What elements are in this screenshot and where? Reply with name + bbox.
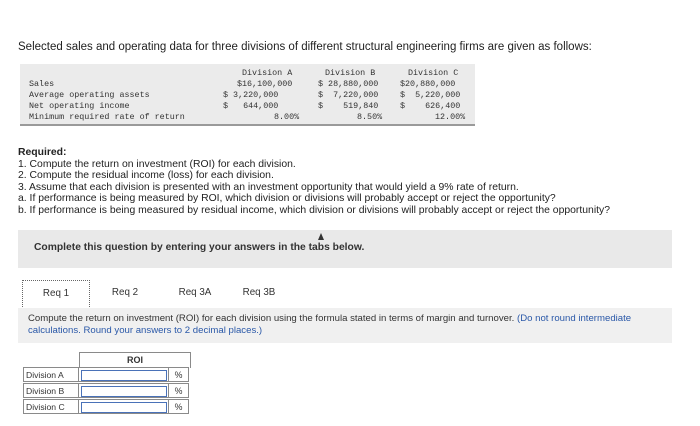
roi-row-label: Division C xyxy=(23,399,79,414)
required-item: 3. Assume that each division is presented with an investment opportunity that would yield a 9% rate of return. xyxy=(18,181,519,193)
row-label-sales: Sales xyxy=(29,79,55,89)
roi-division-a-input[interactable] xyxy=(79,367,169,382)
tab-req-2[interactable]: Req 2 xyxy=(92,280,158,306)
mouse-cursor-icon xyxy=(318,233,324,240)
row-label-min-return: Minimum required rate of return xyxy=(29,112,185,122)
required-item: b. If performance is being measured by residual income, which division or divisions will probably accept or reject the opportunity? xyxy=(18,204,610,216)
required-title: Required: xyxy=(18,147,67,158)
noi-a: $ 644,000 xyxy=(223,101,279,111)
complete-question-banner xyxy=(18,230,672,268)
percent-unit: % xyxy=(169,383,189,398)
input-field-border xyxy=(81,370,167,381)
row-label-noi: Net operating income xyxy=(29,101,130,111)
tab-req-3b[interactable]: Req 3B xyxy=(226,280,292,306)
assets-c: $ 5,220,000 xyxy=(400,90,461,100)
required-section xyxy=(18,147,610,216)
min-return-a: 8.00% xyxy=(274,112,300,122)
instruction-main: Compute the return on investment (ROI) for each division using the formula stated in terms of margin and turnover. xyxy=(28,313,515,324)
row-label-assets: Average operating assets xyxy=(29,90,150,100)
assets-a: $ 3,220,000 xyxy=(223,90,279,100)
required-item: 1. Compute the return on investment (ROI) for each division. xyxy=(18,158,296,170)
min-return-b: 8.50% xyxy=(357,112,383,122)
min-return-c: 12.00% xyxy=(435,112,466,122)
header-division-b: Division B xyxy=(325,68,376,78)
sales-a: $16,100,000 xyxy=(237,79,293,89)
roi-row-label: Division B xyxy=(23,383,79,398)
input-field-border xyxy=(81,386,167,397)
percent-unit: % xyxy=(169,367,189,382)
sales-c: $20,880,000 xyxy=(400,79,456,89)
roi-row-label: Division A xyxy=(23,367,79,382)
input-field-border xyxy=(81,402,167,413)
roi-division-c-input[interactable] xyxy=(79,399,169,414)
division-data-table xyxy=(20,64,475,126)
required-item: a. If performance is being measured by ROI, which division or divisions will probably accept or reject the opportunity? xyxy=(18,193,556,204)
tab-req-3a[interactable]: Req 3A xyxy=(162,280,228,306)
noi-c: $ 626,400 xyxy=(400,101,461,111)
required-item: 2. Compute the residual income (loss) for each division. xyxy=(18,170,274,181)
header-division-a: Division A xyxy=(242,68,293,78)
tab-req-1[interactable]: Req 1 xyxy=(22,280,90,307)
roi-division-b-input[interactable] xyxy=(79,383,169,398)
header-division-c: Division C xyxy=(408,68,459,78)
req1-instruction xyxy=(28,313,658,336)
complete-question-text: Complete this question by entering your answers in the tabs below. xyxy=(34,242,365,253)
req1-instruction-box xyxy=(18,308,672,343)
noi-b: $ 519,840 xyxy=(318,101,379,111)
roi-column-header: ROI xyxy=(79,352,191,368)
instruction-note: (Do not round intermediate calculations. Round your answers to 2 decimal places.) xyxy=(28,313,632,336)
assets-b: $ 7,220,000 xyxy=(318,90,379,100)
percent-unit: % xyxy=(169,399,189,414)
problem-intro: Selected sales and operating data for three divisions of different structural engineering firms are given as follows: xyxy=(18,41,592,53)
sales-b: $ 28,880,000 xyxy=(318,79,379,89)
